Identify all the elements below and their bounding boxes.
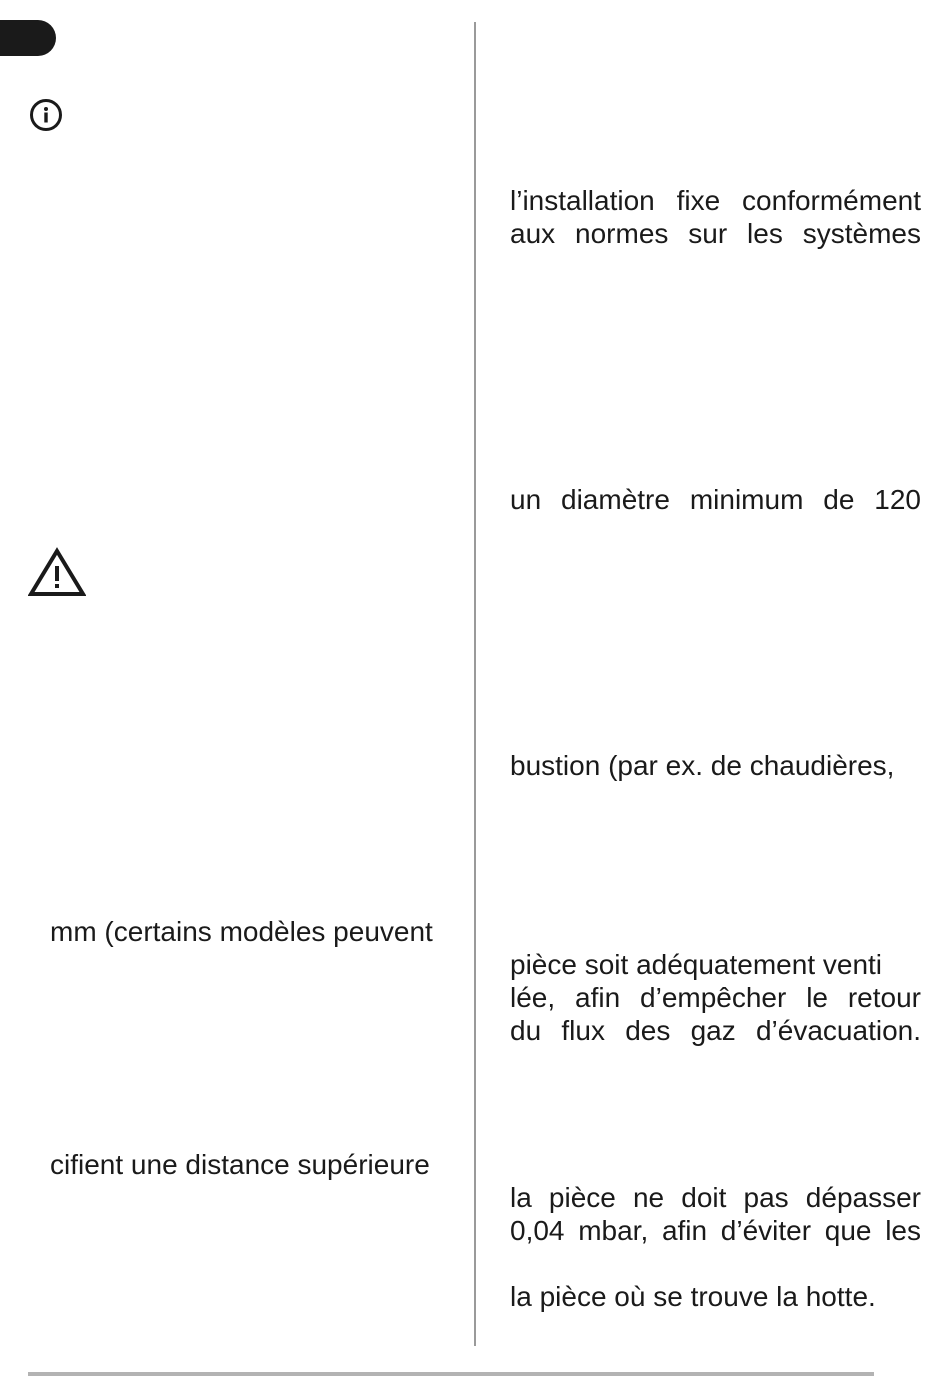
text-line: du flux des gaz d’évacuation. xyxy=(510,1015,921,1046)
warning-icon xyxy=(28,547,86,597)
text-line: 0,04 mbar, afin d’éviter que les xyxy=(510,1215,921,1246)
text-line: l’installation fixe conformément xyxy=(510,185,921,216)
text-line: un diamètre minimum de 120 xyxy=(510,484,921,515)
text-line: pièce soit adéquatement venti xyxy=(510,949,883,980)
footer-rule xyxy=(28,1372,874,1376)
column-divider xyxy=(474,22,476,1346)
text-line: la pièce ne doit pas dépasser xyxy=(510,1182,921,1213)
text-line: lée, afin d’empêcher le retour xyxy=(510,982,921,1013)
text-line: bustion (par ex. de chaudières, xyxy=(510,750,895,781)
text-line: cifient une distance supérieure xyxy=(50,1149,430,1180)
text-line: aux normes sur les systèmes xyxy=(510,218,921,249)
text-line: mm (certains modèles peuvent xyxy=(50,916,433,947)
language-tab xyxy=(0,20,56,56)
info-icon xyxy=(29,98,63,132)
text-line: la pièce où se trouve la hotte. xyxy=(510,1281,876,1312)
